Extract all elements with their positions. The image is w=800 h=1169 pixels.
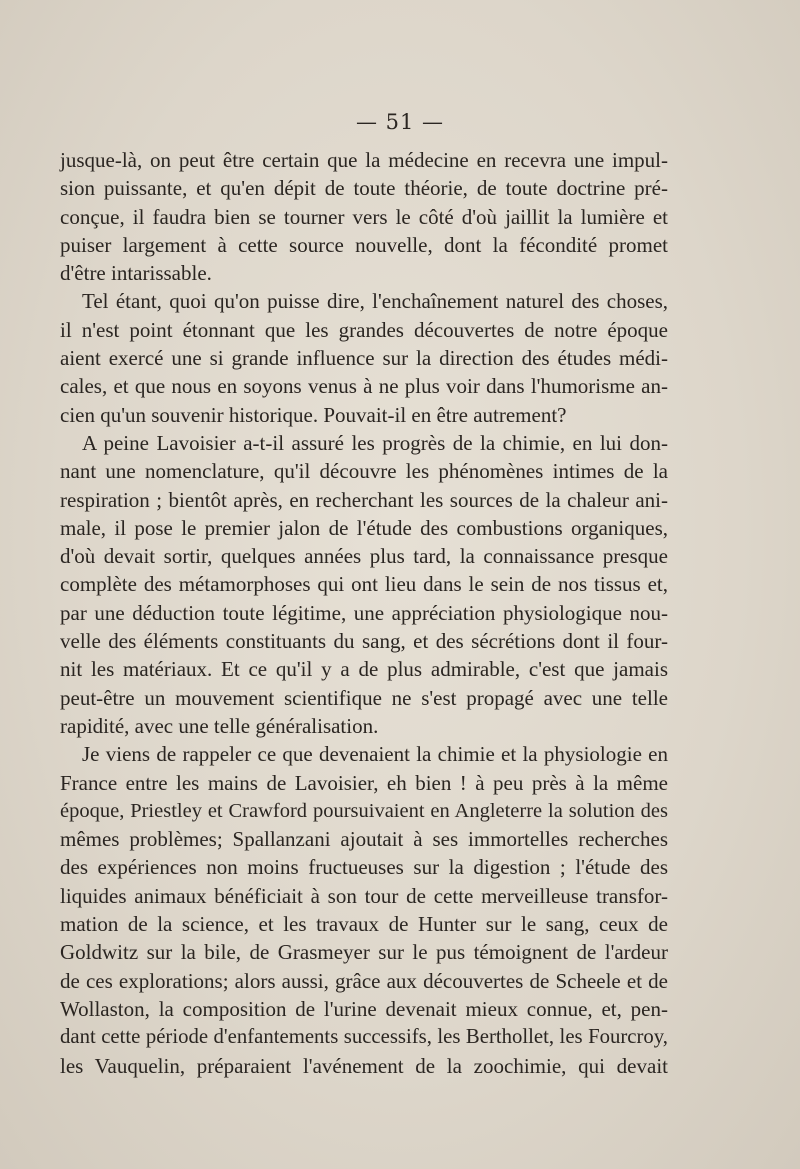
- text-line: Tel étant, quoi qu'on puisse dire, l'enchaînement naturel des choses,: [82, 289, 668, 314]
- text-line: d'où devait sortir, quelques années plus tard, la connaissance presque: [60, 544, 668, 569]
- text-line: il n'est point étonnant que les grandes découvertes de notre époque: [60, 317, 668, 342]
- text-line: époque, Priestley et Crawford poursuivaient en Angleterre la solution des: [60, 799, 668, 822]
- text-line: les Vauquelin, préparaient l'avénement de la zoochimie, qui devait: [60, 1053, 668, 1078]
- text-line: conçue, il faudra bien se tourner vers le côté d'où jaillit la lumière et: [60, 204, 668, 229]
- text-line: cales, et que nous en soyons venus à ne plus voir dans l'humorisme an-: [60, 374, 668, 399]
- text-line: male, il pose le premier jalon de l'étude des combustions organiques,: [60, 515, 668, 540]
- text-line: A peine Lavoisier a-t-il assuré les progrès de la chimie, en lui don-: [82, 430, 668, 455]
- text-line: France entre les mains de Lavoisier, eh bien ! à peu près à la même: [60, 770, 668, 795]
- text-line: nit les matériaux. Et ce qu'il y a de plus admirable, c'est que jamais: [60, 657, 668, 682]
- text-line: par une déduction toute légitime, une appréciation physiologique nou-: [60, 600, 668, 625]
- text-line: rapidité, avec une telle généralisation.: [60, 713, 379, 738]
- text-line: complète des métamorphoses qui ont lieu dans le sein de nos tissus et,: [60, 572, 668, 597]
- text-line: jusque-là, on peut être certain que la médecine en recevra une impul-: [60, 148, 668, 172]
- text-line: sion puissante, et qu'en dépit de toute théorie, de toute doctrine pré-: [60, 176, 668, 201]
- text-line: cien qu'un souvenir historique. Pouvait-il en être autrement?: [60, 402, 567, 427]
- text-line: d'être intarissable.: [60, 261, 212, 286]
- text-line: velle des éléments constituants du sang, et des sécrétions dont il four-: [60, 629, 668, 654]
- text-line: des expériences non moins fructueuses sur la digestion ; l'étude des: [60, 855, 668, 880]
- text-line: Wollaston, la composition de l'urine devenait mieux connue, et, pen-: [60, 996, 668, 1021]
- text-line: mêmes problèmes; Spallanzani ajoutait à ses immortelles recherches: [60, 827, 668, 852]
- page-number: — 51 —: [355, 110, 445, 134]
- text-line: nant une nomenclature, qu'il découvre les phénomènes intimes de la: [60, 459, 668, 484]
- text-line: Goldwitz sur la bile, de Grasmeyer sur le pus témoignent de l'ardeur: [60, 940, 668, 965]
- text-line: aient exercé une si grande influence sur la direction des études médi-: [60, 346, 668, 371]
- text-line: mation de la science, et les travaux de Hunter sur le sang, ceux de: [60, 912, 668, 937]
- text-line: respiration ; bientôt après, en recherchant les sources de la chaleur ani-: [60, 487, 668, 512]
- body-text: [60, 146, 668, 1080]
- text-line: de ces explorations; alors aussi, grâce aux découvertes de Scheele et de: [60, 968, 668, 993]
- text-line: dant cette période d'enfantements successifs, les Berthollet, les Fourcroy,: [60, 1026, 668, 1049]
- text-line: peut-être un mouvement scientifique ne s'est propagé avec une telle: [60, 685, 668, 710]
- text-line: Je viens de rappeler ce que devenaient la chimie et la physiologie en: [82, 742, 668, 767]
- text-line: liquides animaux bénéficiait à son tour de cette merveilleuse transfor-: [60, 883, 668, 908]
- text-line: puiser largement à cette source nouvelle, dont la fécondité promet: [60, 232, 668, 257]
